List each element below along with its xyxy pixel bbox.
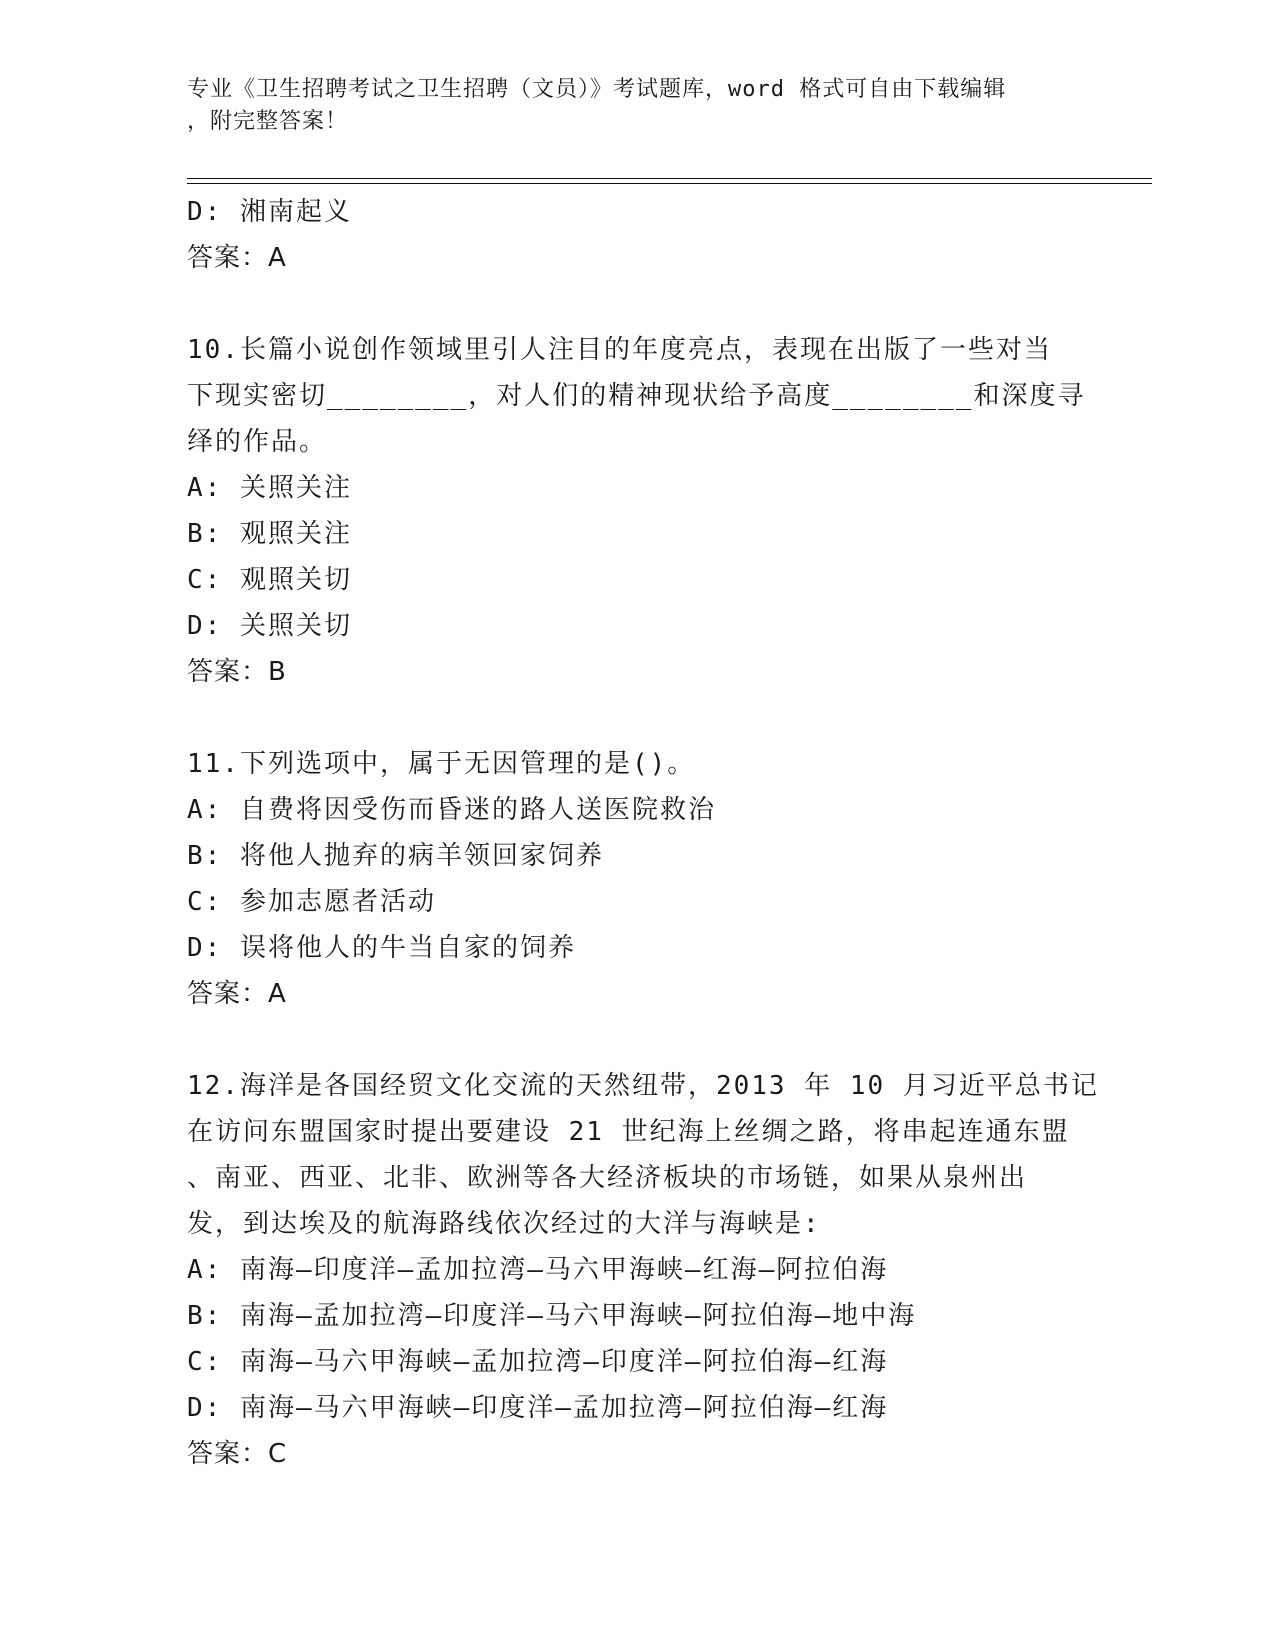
question-stem-line: 12.海洋是各国经贸文化交流的天然纽带，2013 年 10 月习近平总书记 (187, 1071, 1099, 1101)
question-stem-line: 在访问东盟国家时提出要建设 21 世纪海上丝绸之路，将串起连通东盟 (187, 1117, 1070, 1147)
option-c: C: 参加志愿者活动 (187, 887, 436, 917)
question-11 (187, 741, 1087, 1017)
spacer (187, 281, 1087, 327)
document-header (187, 74, 1087, 138)
question-stem-line: 绎的作品。 (187, 427, 328, 457)
option-d: D: 关照关切 (187, 611, 352, 641)
question-stem-line: 11.下列选项中，属于无因管理的是()。 (187, 749, 696, 779)
answer-label: 答案：C (187, 1439, 288, 1469)
option-d: D: 误将他人的牛当自家的饲养 (187, 933, 576, 963)
question-12 (187, 1063, 1099, 1477)
question-stem-line: 10.长篇小说创作领域里引人注目的年度亮点，表现在出版了一些对当 (187, 335, 1052, 365)
spacer (187, 1017, 1087, 1063)
question-stem-line: 下现实密切________，对人们的精神现状给予高度________和深度寻 (187, 381, 1086, 411)
option-d: D: 南海—马六甲海峡—印度洋—孟加拉湾—阿拉伯海—红海 (187, 1393, 889, 1423)
option-c: C: 南海—马六甲海峡—孟加拉湾—印度洋—阿拉伯海—红海 (187, 1347, 889, 1377)
option-b: B: 将他人抛弃的病羊领回家饲养 (187, 841, 604, 871)
header-divider-top (187, 178, 1152, 179)
header-divider-bottom (187, 183, 1152, 184)
answer-label: 答案：A (187, 979, 287, 1009)
question-list (187, 189, 1099, 1477)
answer-label: 答案：B (187, 657, 287, 687)
header-line: 专业《卫生招聘考试之卫生招聘（文员）》考试题库，word 格式可自由下载编辑 (187, 77, 1007, 102)
question-9 (187, 189, 1087, 281)
option-b: B: 南海—孟加拉湾—印度洋—马六甲海峡—阿拉伯海—地中海 (187, 1301, 917, 1331)
option-c: C: 观照关切 (187, 565, 352, 595)
option-b: B: 观照关注 (187, 519, 352, 549)
option-a: A: 南海—印度洋—孟加拉湾—马六甲海峡—红海—阿拉伯海 (187, 1255, 889, 1285)
answer-label: 答案：A (187, 243, 287, 273)
spacer (187, 695, 1087, 741)
option-d: D: 湘南起义 (187, 197, 352, 227)
question-10 (187, 327, 1087, 695)
question-stem-line: 、南亚、西亚、北非、欧洲等各大经济板块的市场链，如果从泉州出 (187, 1163, 1028, 1193)
header-line: ，附完整答案！ (187, 109, 349, 134)
question-stem-line: 发，到达埃及的航海路线依次经过的大洋与海峡是: (187, 1209, 821, 1239)
option-a: A: 自费将因受伤而昏迷的路人送医院救治 (187, 795, 716, 825)
option-a: A: 关照关注 (187, 473, 352, 503)
